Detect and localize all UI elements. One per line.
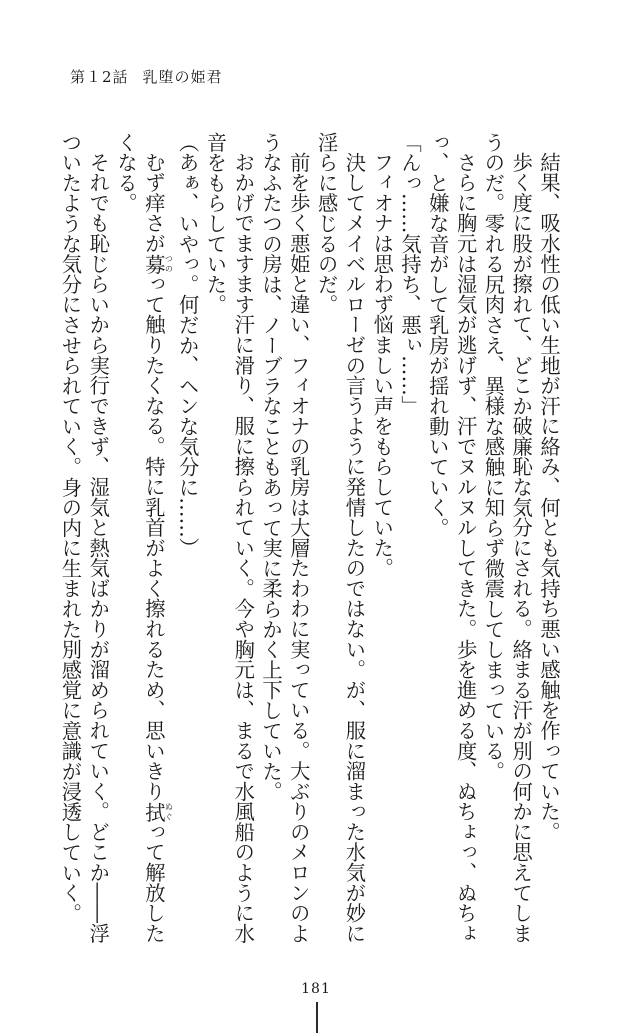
text-line: それでも恥じらいから実行できず、湿気と熱気ばかりが溜められていく。どこか――浮 <box>86 152 111 944</box>
ruby-word: 拭ぬぐ <box>141 801 174 822</box>
text-line: 音をもらしていた。 <box>203 132 228 315</box>
text-line-with-ruby: むず痒さが募つのって触りたくなる。特に乳首がよく擦れるため、思いきり拭ぬぐって解放した <box>141 152 174 944</box>
text-line: おかげでますます汗に滑り、服に擦られていく。今や胸元は、まるで水風船のように水 <box>231 152 256 944</box>
vertical-body-text <box>58 132 562 944</box>
text-line: うのだ。零れる尻肉さえ、異様な感触に知らず微震してしまっている。 <box>481 132 506 782</box>
dialogue-line: 「んっ……気持ち、悪ぃ……」 <box>398 132 423 417</box>
text-line: っ、と嫌な音がして乳房が揺れ動いていく。 <box>425 132 450 538</box>
running-head <box>70 66 223 87</box>
text-line: 結果、吸水性の低い生地が汗に絡み、何とも気持ち悪い感触を作っていた。 <box>537 152 561 843</box>
ruby-word: 募つの <box>141 253 174 275</box>
chapter-title: 乳堕の姫君 <box>142 68 223 86</box>
text-line: 前を歩く悪姫と違い、フィオナの乳房は大層たわわに実っている。大ぶりのメロンのよ <box>286 152 311 944</box>
text-line: 決してメイベルローゼの言うように発情したのではない。が、服に溜まった水気が妙に <box>342 152 367 944</box>
text-line: フィオナは思わず悩ましい声をもらしていた。 <box>370 152 395 579</box>
page-number: 181 <box>301 981 331 997</box>
text-line: さらに胸元は湿気が逃げず、汗でヌルヌルしてきた。歩を進める度、ぬちょっ、ぬちょ <box>453 152 478 944</box>
monologue-line: （あぁ、いやっ。何だか、ヘンな気分に……） <box>175 132 200 559</box>
chapter-number: 第１2話 <box>70 68 129 86</box>
text-line: くなる。 <box>114 132 139 214</box>
text-line: 歩く度に股が擦れて、どこか破廉恥な気分にされる。絡まる汗が別の何かに思えてしま <box>509 152 534 944</box>
text-line: 淫らに感じるのだ。 <box>314 132 339 315</box>
page-number-rule <box>316 1002 318 1033</box>
text-line: ついたような気分にさせられていく。身の内に生まれた別感覚に意識が浸透していく。 <box>58 132 83 924</box>
text-line: うなふたつの房は、ノーブラなこともあって実に柔らかく上下していた。 <box>259 132 284 802</box>
